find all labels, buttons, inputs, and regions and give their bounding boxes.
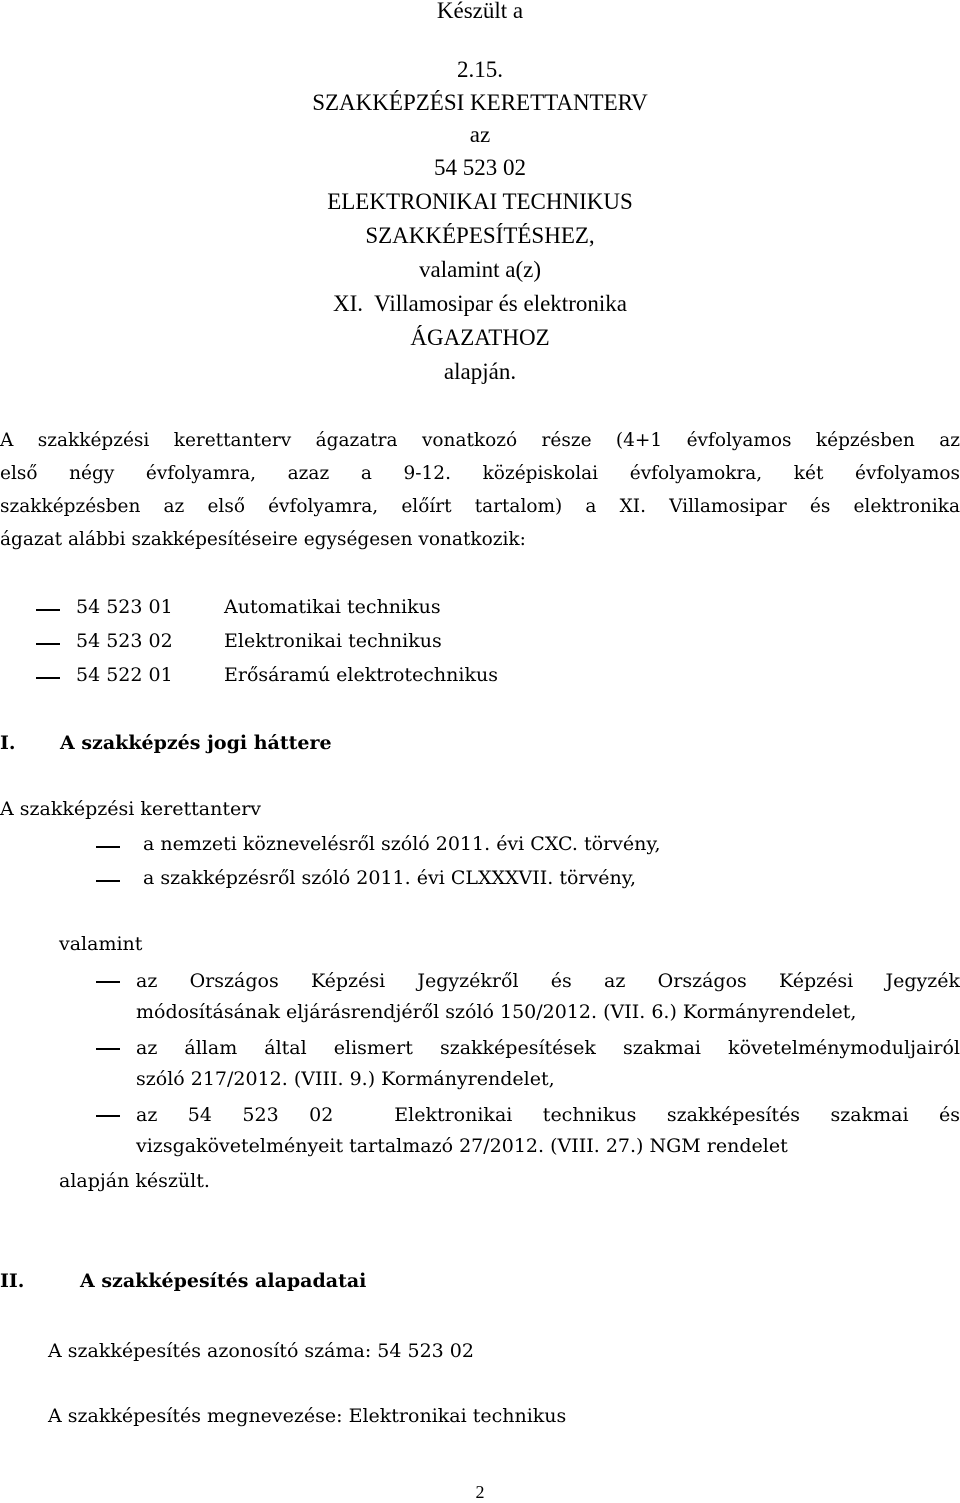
list-bullet: [36, 677, 60, 679]
regulation-3-line-2: vizsgakövetelményeit tartalmazó 27/2012. (VIII. 27.) NGM rendelet: [136, 1135, 788, 1157]
qualification-name-line: A szakképesítés megnevezése: Elektronikai technikus: [48, 1405, 567, 1427]
qualification-code: 54 523 01: [76, 596, 173, 618]
header-sector-suffix: ÁGAZATHOZ: [410, 325, 550, 350]
header-number: 2.15.: [457, 57, 503, 82]
section-1-also: valamint: [59, 933, 143, 955]
qualification-name: Erősáramú elektrotechnikus: [224, 664, 498, 686]
section-1-number: I.: [0, 732, 16, 754]
header-basis: alapján.: [443, 359, 517, 384]
law-item: a nemzeti köznevelésről szóló 2011. évi CXC. törvény,: [143, 833, 661, 855]
page-number: 2: [475, 1482, 485, 1502]
section-1-end: alapján készült.: [59, 1170, 210, 1192]
list-bullet: [96, 880, 120, 882]
regulation-2-line-2: szóló 217/2012. (VIII. 9.) Kormányrendelet,: [136, 1068, 555, 1090]
list-bullet: [36, 609, 60, 611]
list-bullet: [36, 643, 60, 645]
regulation-1-line-2: módosításának eljárásrendjéről szóló 150/2012. (VII. 6.) Kormányrendelet,: [136, 1001, 857, 1023]
intro-line-4: ágazat alábbi szakképesítéseire egységesen vonatkozik:: [0, 529, 526, 550]
section-1-title: A szakképzés jogi háttere: [60, 732, 332, 754]
section-1-lead: A szakképzési kerettanterv: [0, 798, 262, 820]
list-bullet: [96, 981, 120, 983]
header-az: az: [469, 122, 491, 147]
header-qualification: SZAKKÉPESÍTÉSHEZ,: [365, 223, 595, 248]
qualification-code: 54 523 02: [76, 630, 173, 652]
header-also: valamint a(z): [419, 257, 541, 282]
section-2-title: A szakképesítés alapadatai: [80, 1270, 367, 1292]
intro-line-2: első négy évfolyamra, azaz a 9-12. középiskolai évfolyamokra, két évfolyamos: [0, 463, 960, 484]
list-bullet: [96, 1115, 120, 1117]
qualification-id-line: A szakképesítés azonosító száma: 54 523 02: [48, 1340, 474, 1362]
regulation-3-line-1: az 54 523 02 Elektronikai technikus szakképesítés szakmai és: [136, 1104, 960, 1126]
qualification-code: 54 522 01: [76, 664, 173, 686]
law-item: a szakképzésről szóló 2011. évi CLXXXVII. törvény,: [143, 867, 636, 889]
header-top: Készült a: [436, 0, 524, 23]
list-bullet: [96, 846, 120, 848]
header-title: SZAKKÉPZÉSI KERETTANTERV: [312, 90, 648, 115]
intro-line-3: szakképzésben az első évfolyamra, előírt tartalom) a XI. Villamosipar és elektronika: [0, 496, 960, 517]
qualification-name: Automatikai technikus: [224, 596, 441, 618]
section-2-number: II.: [0, 1270, 25, 1292]
header-sector: XI. Villamosipar és elektronika: [333, 291, 627, 316]
header-code: 54 523 02: [434, 155, 526, 180]
regulation-2-line-1: az állam által elismert szakképesítések szakmai követelménymoduljairól: [136, 1037, 960, 1059]
regulation-1-line-1: az Országos Képzési Jegyzékről és az Országos Képzési Jegyzék: [136, 970, 960, 992]
qualification-name: Elektronikai technikus: [224, 630, 442, 652]
list-bullet: [96, 1048, 120, 1050]
intro-line-1: A szakképzési kerettanterv ágazatra vonatkozó része (4+1 évfolyamos képzésben az: [0, 430, 960, 451]
header-name: ELEKTRONIKAI TECHNIKUS: [327, 189, 633, 214]
